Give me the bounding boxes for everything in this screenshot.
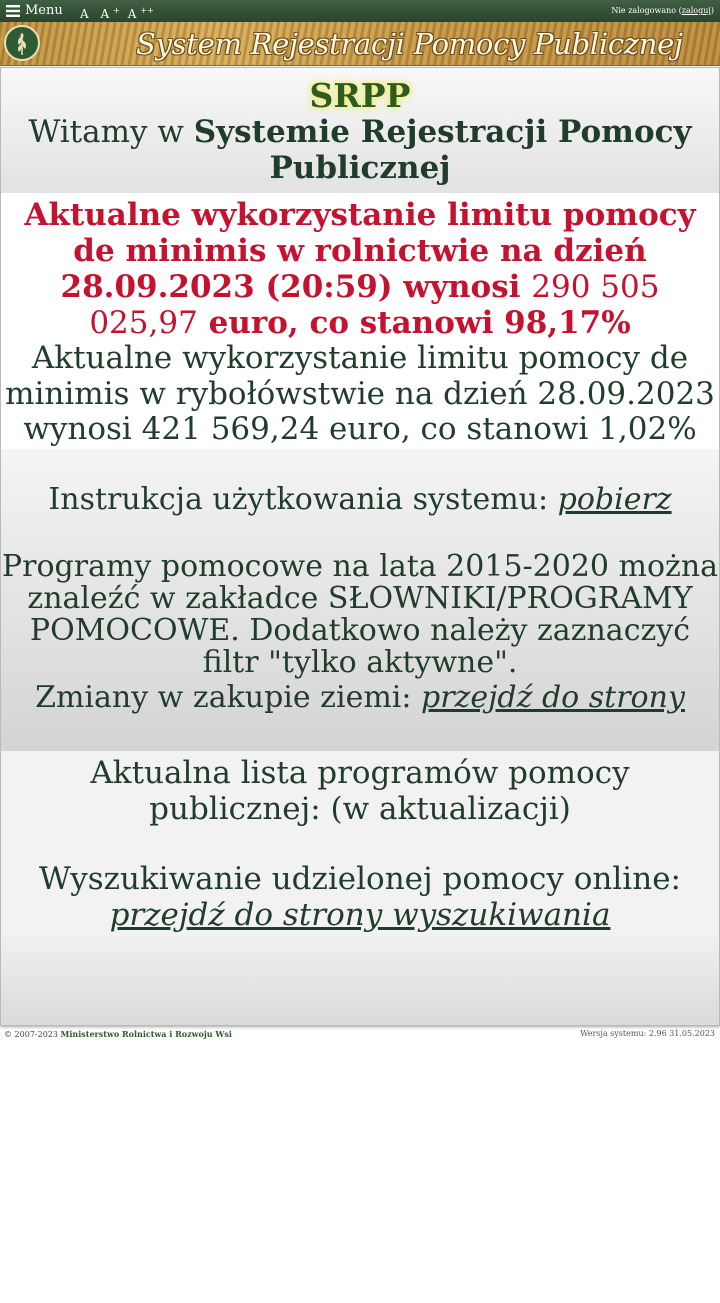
font-size-large-button[interactable]: A ++ [127, 6, 154, 21]
land-purchase-line: Zmiany w zakupie ziemi: przejdź do strony [35, 680, 685, 715]
font-size-small-button[interactable]: A [80, 7, 89, 21]
footer [0, 1027, 720, 1041]
welcome-section [1, 68, 719, 193]
download-instructions-link[interactable]: pobierz [557, 482, 672, 517]
header-banner [0, 22, 720, 66]
programs-note: Programy pomocowe na lata 2015-2020 można znaleźć w zakładce SŁOWNIKI/PROGRAMY POMOCOWE. Dodatkowo należy zaznaczyć filtr "tylko aktywne". [1, 549, 719, 680]
agriculture-limit-amount: 290 505 025,97 [89, 269, 660, 341]
login-status: Nie zalogowano (zaloguj) [611, 6, 714, 15]
font-size-medium-button[interactable]: A + [100, 6, 120, 21]
online-search-link[interactable]: przejdź do strony wyszukiwania [109, 897, 611, 933]
empty-section [1, 936, 719, 1025]
banner-title: System Rejestracji Pomocy Publicznej [136, 27, 683, 61]
menu-label: Menu [25, 3, 63, 18]
system-version: Wersja systemu: 2.96 31.05.2023 [580, 1029, 715, 1038]
land-purchase-link[interactable]: przejdź do strony [421, 680, 685, 715]
programs-list-text: Aktualna lista programów pomocy publicznej: (w aktualizacji) [90, 755, 630, 827]
ministry-logo[interactable] [4, 25, 40, 61]
copyright: © 2007-2023 Ministerstwo Rolnictwa i Rozwoju Wsi [4, 1029, 232, 1039]
agriculture-limit-text: Aktualne wykorzystanie limitu pomocy de minimis w rolnictwie na dzień 28.09.2023 (20:59) wynosi 290 505 025,97 euro, co stanowi 98,17% [24, 197, 696, 341]
online-search-line: Wyszukiwanie udzielonej pomocy online: przejdź do strony wyszukiwania [39, 861, 681, 933]
fishery-limit-text: Aktualne wykorzystanie limitu pomocy de minimis w rybołówstwie na dzień 28.09.2023 wynosi 421 569,24 euro, co stanowi 1,02% [5, 340, 715, 447]
main-content [0, 67, 720, 1026]
font-size-controls [80, 4, 158, 21]
welcome-heading: Witamy w Systemie Rejestracji Pomocy Publicznej [28, 114, 692, 186]
instructions-line: Instrukcja użytkowania systemu: pobierz [48, 482, 672, 517]
limit-section [1, 193, 719, 449]
top-bar [0, 0, 720, 22]
srpp-logo: SRPP [309, 76, 411, 115]
programs-list-section [1, 751, 719, 936]
wheat-icon [11, 30, 33, 56]
ministry-name: Ministerstwo Rolnictwa i Rozwoju Wsi [60, 1029, 232, 1039]
hamburger-icon [6, 5, 20, 17]
info-section [1, 449, 719, 751]
menu-button[interactable] [6, 3, 63, 19]
login-link[interactable]: zaloguj [681, 6, 711, 15]
